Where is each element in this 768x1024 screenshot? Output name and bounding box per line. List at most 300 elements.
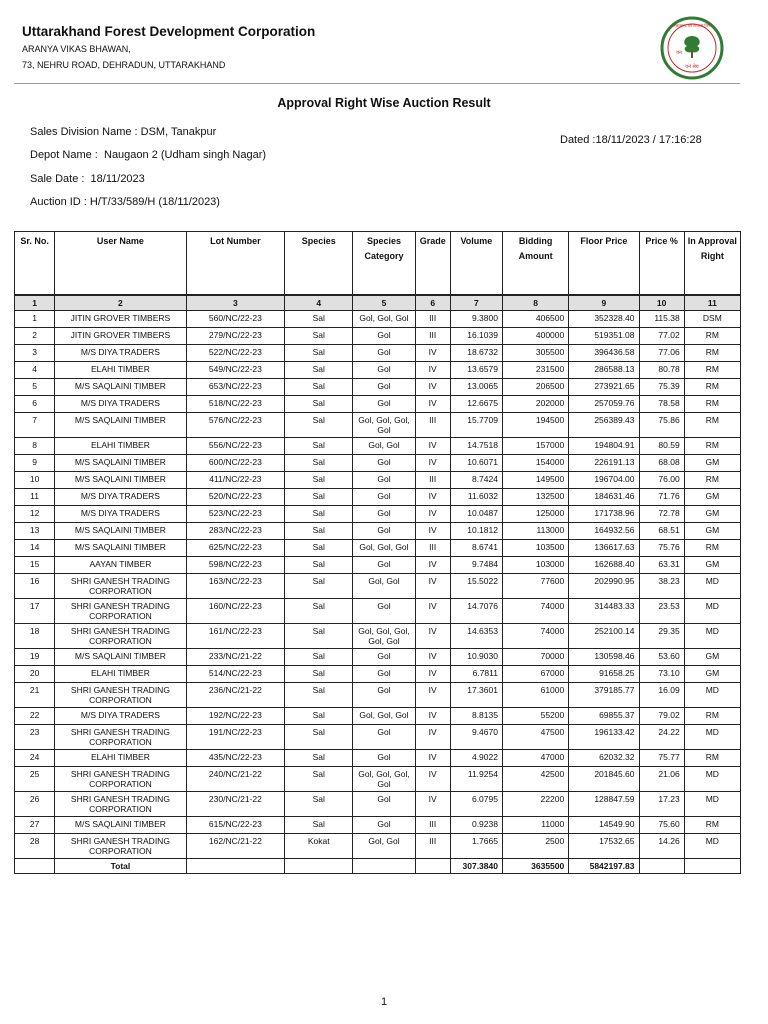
cell-volume: 14.7076 [450, 599, 502, 624]
cell-approval-right: MD [684, 725, 740, 750]
cell-sr-no: 2 [15, 328, 55, 345]
cell-floor-price: 252100.14 [569, 624, 639, 649]
cell-species: Sal [285, 574, 353, 599]
cell-price-percent: 21.06 [639, 767, 684, 792]
cell-user-name: SHRI GANESH TRADING CORPORATION [55, 834, 187, 859]
cell-volume: 11.9254 [450, 767, 502, 792]
cell-user-name: M/S DIYA TRADERS [55, 345, 187, 362]
cell-price-percent: 68.08 [639, 455, 684, 472]
cell-bidding-amount: 67000 [502, 666, 568, 683]
cell-price-percent: 24.22 [639, 725, 684, 750]
cell-floor-price: 257059.76 [569, 396, 639, 413]
cell-bidding-amount: 103500 [502, 540, 568, 557]
cell-approval-right: MD [684, 599, 740, 624]
column-header: In Approval Right [684, 232, 740, 296]
cell-lot-number: 653/NC/22-23 [186, 379, 284, 396]
cell-grade: IV [415, 750, 450, 767]
cell-sr-no: 20 [15, 666, 55, 683]
cell-species-category: Gol [353, 557, 415, 574]
cell-bidding-amount: 132500 [502, 489, 568, 506]
cell-bidding-amount: 2500 [502, 834, 568, 859]
cell-grade: III [415, 834, 450, 859]
cell-approval-right: RM [684, 708, 740, 725]
cell-price-percent: 76.00 [639, 472, 684, 489]
cell-species-category: Gol, Gol, Gol, Gol [353, 767, 415, 792]
cell-sr-no: 9 [15, 455, 55, 472]
cell-species-category: Gol, Gol, Gol [353, 708, 415, 725]
cell-user-name: ELAHI TIMBER [55, 666, 187, 683]
cell-user-name: ELAHI TIMBER [55, 362, 187, 379]
table-row [15, 574, 741, 599]
cell-species-category: Gol [353, 683, 415, 708]
cell-price-percent: 23.53 [639, 599, 684, 624]
cell-user-name: M/S DIYA TRADERS [55, 396, 187, 413]
table-row [15, 413, 741, 438]
cell-user-name: M/S SAQLAINI TIMBER [55, 523, 187, 540]
table-row [15, 649, 741, 666]
table-row [15, 767, 741, 792]
cell-sr-no: 14 [15, 540, 55, 557]
cell-species: Sal [285, 362, 353, 379]
cell-species: Sal [285, 792, 353, 817]
cell-approval-right: RM [684, 396, 740, 413]
cell-user-name: M/S SAQLAINI TIMBER [55, 413, 187, 438]
cell-species: Kokat [285, 834, 353, 859]
cell-grade: IV [415, 649, 450, 666]
cell-sr-no: 8 [15, 438, 55, 455]
column-header: Price % [639, 232, 684, 296]
cell-bidding-amount: 206500 [502, 379, 568, 396]
cell-bidding-amount: 125000 [502, 506, 568, 523]
cell-bidding-amount: 400000 [502, 328, 568, 345]
cell-lot-number: 283/NC/22-23 [186, 523, 284, 540]
cell-lot-number: 435/NC/22-23 [186, 750, 284, 767]
cell-species-category: Gol [353, 396, 415, 413]
cell-species-category: Gol [353, 792, 415, 817]
table-row [15, 683, 741, 708]
cell-bidding-amount: 11000 [502, 817, 568, 834]
cell-volume: 8.7424 [450, 472, 502, 489]
cell-volume: 9.3800 [450, 311, 502, 328]
cell-lot-number: 549/NC/22-23 [186, 362, 284, 379]
cell-species-category: Gol [353, 328, 415, 345]
cell-approval-right: GM [684, 557, 740, 574]
cell-approval-right: RM [684, 413, 740, 438]
address-line-2: 73, NEHRU ROAD, DEHRADUN, UTTARAKHAND [22, 60, 226, 70]
cell-sr-no: 23 [15, 725, 55, 750]
total-volume: 307.3840 [450, 859, 502, 874]
cell-lot-number: 576/NC/22-23 [186, 413, 284, 438]
cell-approval-right: MD [684, 834, 740, 859]
cell-species: Sal [285, 455, 353, 472]
cell-grade: III [415, 472, 450, 489]
cell-grade: IV [415, 438, 450, 455]
cell-floor-price: 17532.65 [569, 834, 639, 859]
column-number: 1 [15, 295, 55, 311]
cell-volume: 0.9238 [450, 817, 502, 834]
table-row [15, 506, 741, 523]
cell-bidding-amount: 47000 [502, 750, 568, 767]
cell-lot-number: 161/NC/22-23 [186, 624, 284, 649]
cell-sr-no: 5 [15, 379, 55, 396]
cell-floor-price: 14549.90 [569, 817, 639, 834]
table-row [15, 455, 741, 472]
cell-sr-no: 21 [15, 683, 55, 708]
cell-floor-price: 256389.43 [569, 413, 639, 438]
cell-floor-price: 519351.08 [569, 328, 639, 345]
cell-lot-number: 236/NC/21-22 [186, 683, 284, 708]
cell-user-name: AAYAN TIMBER [55, 557, 187, 574]
cell-species: Sal [285, 725, 353, 750]
total-floor-price: 5842197.83 [569, 859, 639, 874]
logo-bottom-text: वनं श्रेय [685, 64, 699, 70]
cell-grade: IV [415, 523, 450, 540]
table-row [15, 540, 741, 557]
cell-volume: 17.3601 [450, 683, 502, 708]
report-title: Approval Right Wise Auction Result [277, 96, 491, 110]
cell-sr-no: 13 [15, 523, 55, 540]
cell-sr-no: 15 [15, 557, 55, 574]
cell-grade: IV [415, 624, 450, 649]
cell-volume: 14.7518 [450, 438, 502, 455]
cell-approval-right: RM [684, 750, 740, 767]
cell-lot-number: 191/NC/22-23 [186, 725, 284, 750]
cell-species-category: Gol [353, 506, 415, 523]
cell-bidding-amount: 47500 [502, 725, 568, 750]
cell-lot-number: 411/NC/22-23 [186, 472, 284, 489]
cell-volume: 10.0487 [450, 506, 502, 523]
cell-bidding-amount: 70000 [502, 649, 568, 666]
cell-bidding-amount: 231500 [502, 362, 568, 379]
header-row [15, 232, 741, 296]
cell-grade: IV [415, 599, 450, 624]
cell-volume: 8.6741 [450, 540, 502, 557]
table-row [15, 379, 741, 396]
cell-volume: 14.6353 [450, 624, 502, 649]
cell-grade: IV [415, 455, 450, 472]
cell-bidding-amount: 74000 [502, 624, 568, 649]
cell-sr-no: 28 [15, 834, 55, 859]
column-number: 9 [569, 295, 639, 311]
cell-lot-number: 514/NC/22-23 [186, 666, 284, 683]
cell-floor-price: 184631.46 [569, 489, 639, 506]
cell-sr-no: 24 [15, 750, 55, 767]
cell-sr-no: 18 [15, 624, 55, 649]
cell-species-category: Gol, Gol, Gol [353, 540, 415, 557]
cell-lot-number: 162/NC/21-22 [186, 834, 284, 859]
cell-lot-number: 520/NC/22-23 [186, 489, 284, 506]
sale-date-line [30, 173, 145, 185]
table-row [15, 328, 741, 345]
cell-species: Sal [285, 523, 353, 540]
cell-species-category: Gol [353, 489, 415, 506]
cell-species: Sal [285, 708, 353, 725]
cell-species: Sal [285, 767, 353, 792]
cell-species-category: Gol [353, 379, 415, 396]
cell-price-percent: 14.26 [639, 834, 684, 859]
cell-floor-price: 162688.40 [569, 557, 639, 574]
cell-species: Sal [285, 666, 353, 683]
cell-species-category: Gol, Gol [353, 574, 415, 599]
page-number: 1 [380, 996, 388, 1008]
cell-bidding-amount: 77600 [502, 574, 568, 599]
cell-species: Sal [285, 817, 353, 834]
cell-species: Sal [285, 328, 353, 345]
table-row [15, 666, 741, 683]
cell-volume: 10.1812 [450, 523, 502, 540]
cell-price-percent: 17.23 [639, 792, 684, 817]
cell-lot-number: 163/NC/22-23 [186, 574, 284, 599]
cell-species-category: Gol [353, 523, 415, 540]
column-number: 7 [450, 295, 502, 311]
cell-approval-right: RM [684, 345, 740, 362]
cell-sr-no: 11 [15, 489, 55, 506]
cell-bidding-amount: 103000 [502, 557, 568, 574]
cell-grade: IV [415, 557, 450, 574]
cell-grade: IV [415, 683, 450, 708]
cell-species: Sal [285, 413, 353, 438]
table-row [15, 557, 741, 574]
column-header: Bidding Amount [502, 232, 568, 296]
cell-sr-no: 1 [15, 311, 55, 328]
cell-grade: IV [415, 362, 450, 379]
cell-volume: 6.7811 [450, 666, 502, 683]
cell-bidding-amount: 55200 [502, 708, 568, 725]
column-header: Species [285, 232, 353, 296]
table-row [15, 792, 741, 817]
cell-sr-no: 16 [15, 574, 55, 599]
cell-user-name: JITIN GROVER TIMBERS [55, 328, 187, 345]
cell-floor-price: 352328.40 [569, 311, 639, 328]
cell-user-name: M/S DIYA TRADERS [55, 489, 187, 506]
cell-bidding-amount: 74000 [502, 599, 568, 624]
total-bidding-amount: 3635500 [502, 859, 568, 874]
corporation-logo [660, 16, 724, 80]
column-header: Sr. No. [15, 232, 55, 296]
cell-species-category: Gol, Gol [353, 834, 415, 859]
header-divider [14, 83, 740, 84]
cell-approval-right: GM [684, 649, 740, 666]
cell-bidding-amount: 22200 [502, 792, 568, 817]
cell-floor-price: 201845.60 [569, 767, 639, 792]
cell-volume: 15.7709 [450, 413, 502, 438]
cell-approval-right: DSM [684, 311, 740, 328]
column-number: 6 [415, 295, 450, 311]
cell-user-name: M/S SAQLAINI TIMBER [55, 540, 187, 557]
cell-volume: 15.5022 [450, 574, 502, 599]
cell-floor-price: 194804.91 [569, 438, 639, 455]
cell-species: Sal [285, 379, 353, 396]
column-number: 11 [684, 295, 740, 311]
cell-price-percent: 16.09 [639, 683, 684, 708]
dated-line [560, 134, 702, 146]
division-line [30, 126, 216, 138]
cell-price-percent: 75.86 [639, 413, 684, 438]
cell-floor-price: 196133.42 [569, 725, 639, 750]
cell-grade: IV [415, 725, 450, 750]
cell-species: Sal [285, 489, 353, 506]
cell-species: Sal [285, 472, 353, 489]
cell-sr-no: 17 [15, 599, 55, 624]
cell-sr-no: 19 [15, 649, 55, 666]
logo-mid-text: वन [676, 50, 682, 56]
cell-approval-right: MD [684, 574, 740, 599]
cell-volume: 4.9022 [450, 750, 502, 767]
cell-floor-price: 136617.63 [569, 540, 639, 557]
cell-species-category: Gol [353, 817, 415, 834]
cell-volume: 16.1039 [450, 328, 502, 345]
auction-id-value: H/T/33/589/H (18/11/2023) [89, 196, 220, 208]
cell-user-name: SHRI GANESH TRADING CORPORATION [55, 624, 187, 649]
cell-lot-number: 192/NC/22-23 [186, 708, 284, 725]
cell-floor-price: 164932.56 [569, 523, 639, 540]
cell-volume: 13.0065 [450, 379, 502, 396]
cell-approval-right: GM [684, 666, 740, 683]
cell-volume: 6.0795 [450, 792, 502, 817]
cell-species-category: Gol [353, 725, 415, 750]
cell-user-name: SHRI GANESH TRADING CORPORATION [55, 767, 187, 792]
cell-user-name: M/S SAQLAINI TIMBER [55, 379, 187, 396]
cell-bidding-amount: 61000 [502, 683, 568, 708]
cell-volume: 10.9030 [450, 649, 502, 666]
cell-sr-no: 6 [15, 396, 55, 413]
dated-value: 18/11/2023 / 17:16:28 [595, 134, 702, 146]
cell-user-name: ELAHI TIMBER [55, 438, 187, 455]
column-number: 10 [639, 295, 684, 311]
cell-price-percent: 63.31 [639, 557, 684, 574]
cell-price-percent: 78.58 [639, 396, 684, 413]
cell-grade: III [415, 540, 450, 557]
cell-bidding-amount: 406500 [502, 311, 568, 328]
logo-top-text: उत्तराखण्ड वन विकास निगम [671, 23, 713, 28]
cell-user-name: M/S SAQLAINI TIMBER [55, 817, 187, 834]
cell-sr-no: 26 [15, 792, 55, 817]
cell-bidding-amount: 149500 [502, 472, 568, 489]
cell-price-percent: 80.59 [639, 438, 684, 455]
division-value: DSM, Tanakpur [140, 126, 217, 138]
cell-species-category: Gol [353, 750, 415, 767]
cell-price-percent: 38.23 [639, 574, 684, 599]
total-label: Total [55, 859, 187, 874]
cell-floor-price: 273921.65 [569, 379, 639, 396]
cell-species-category: Gol [353, 649, 415, 666]
cell-lot-number: 160/NC/22-23 [186, 599, 284, 624]
auction-id-label: Auction ID : [30, 196, 87, 208]
cell-volume: 9.7484 [450, 557, 502, 574]
cell-floor-price: 69855.37 [569, 708, 639, 725]
column-header: Grade [415, 232, 450, 296]
column-number-row [15, 295, 741, 311]
cell-volume: 18.6732 [450, 345, 502, 362]
cell-species-category: Gol, Gol, Gol, Gol [353, 413, 415, 438]
cell-volume: 9.4670 [450, 725, 502, 750]
cell-species-category: Gol [353, 666, 415, 683]
table-row [15, 817, 741, 834]
cell-bidding-amount: 154000 [502, 455, 568, 472]
cell-approval-right: RM [684, 379, 740, 396]
cell-sr-no: 7 [15, 413, 55, 438]
cell-user-name: M/S SAQLAINI TIMBER [55, 472, 187, 489]
cell-species: Sal [285, 750, 353, 767]
cell-approval-right: RM [684, 540, 740, 557]
cell-species: Sal [285, 311, 353, 328]
cell-sr-no: 27 [15, 817, 55, 834]
cell-approval-right: MD [684, 683, 740, 708]
cell-approval-right: MD [684, 792, 740, 817]
auction-id-line [30, 196, 220, 208]
cell-bidding-amount: 194500 [502, 413, 568, 438]
cell-user-name: SHRI GANESH TRADING CORPORATION [55, 683, 187, 708]
cell-sr-no: 25 [15, 767, 55, 792]
column-number: 8 [502, 295, 568, 311]
cell-grade: IV [415, 708, 450, 725]
division-label: Sales Division Name : [30, 126, 138, 138]
cell-price-percent: 29.35 [639, 624, 684, 649]
table-row [15, 362, 741, 379]
table-row [15, 750, 741, 767]
cell-bidding-amount: 202000 [502, 396, 568, 413]
cell-user-name: M/S DIYA TRADERS [55, 506, 187, 523]
sale-date-label: Sale Date : [30, 173, 85, 185]
column-number: 2 [55, 295, 187, 311]
cell-user-name: SHRI GANESH TRADING CORPORATION [55, 574, 187, 599]
depot-value: Naugaon 2 (Udham singh Nagar) [104, 149, 267, 161]
table-row [15, 708, 741, 725]
cell-lot-number: 600/NC/22-23 [186, 455, 284, 472]
table-row [15, 834, 741, 859]
cell-price-percent: 53.60 [639, 649, 684, 666]
cell-approval-right: RM [684, 362, 740, 379]
cell-grade: IV [415, 792, 450, 817]
cell-lot-number: 615/NC/22-23 [186, 817, 284, 834]
cell-lot-number: 560/NC/22-23 [186, 311, 284, 328]
cell-floor-price: 202990.95 [569, 574, 639, 599]
table-row [15, 624, 741, 649]
cell-price-percent: 75.39 [639, 379, 684, 396]
cell-bidding-amount: 157000 [502, 438, 568, 455]
cell-species-category: Gol [353, 599, 415, 624]
cell-floor-price: 128847.59 [569, 792, 639, 817]
cell-user-name: M/S SAQLAINI TIMBER [55, 649, 187, 666]
cell-species: Sal [285, 396, 353, 413]
cell-floor-price: 396436.58 [569, 345, 639, 362]
address-line-1: ARANYA VIKAS BHAWAN, [22, 44, 131, 54]
cell-price-percent: 79.02 [639, 708, 684, 725]
cell-price-percent: 75.60 [639, 817, 684, 834]
cell-grade: IV [415, 767, 450, 792]
cell-price-percent: 75.76 [639, 540, 684, 557]
table-row [15, 345, 741, 362]
cell-grade: IV [415, 489, 450, 506]
cell-approval-right: GM [684, 506, 740, 523]
cell-price-percent: 77.06 [639, 345, 684, 362]
cell-approval-right: MD [684, 767, 740, 792]
cell-lot-number: 556/NC/22-23 [186, 438, 284, 455]
cell-grade: III [415, 413, 450, 438]
cell-grade: III [415, 311, 450, 328]
cell-species-category: Gol [353, 362, 415, 379]
cell-sr-no: 10 [15, 472, 55, 489]
cell-sr-no: 3 [15, 345, 55, 362]
cell-user-name: SHRI GANESH TRADING CORPORATION [55, 792, 187, 817]
cell-grade: IV [415, 396, 450, 413]
cell-approval-right: GM [684, 523, 740, 540]
cell-volume: 13.6579 [450, 362, 502, 379]
cell-floor-price: 130598.46 [569, 649, 639, 666]
org-name: Uttarakhand Forest Development Corporation [22, 24, 316, 39]
cell-price-percent: 75.77 [639, 750, 684, 767]
cell-bidding-amount: 42500 [502, 767, 568, 792]
